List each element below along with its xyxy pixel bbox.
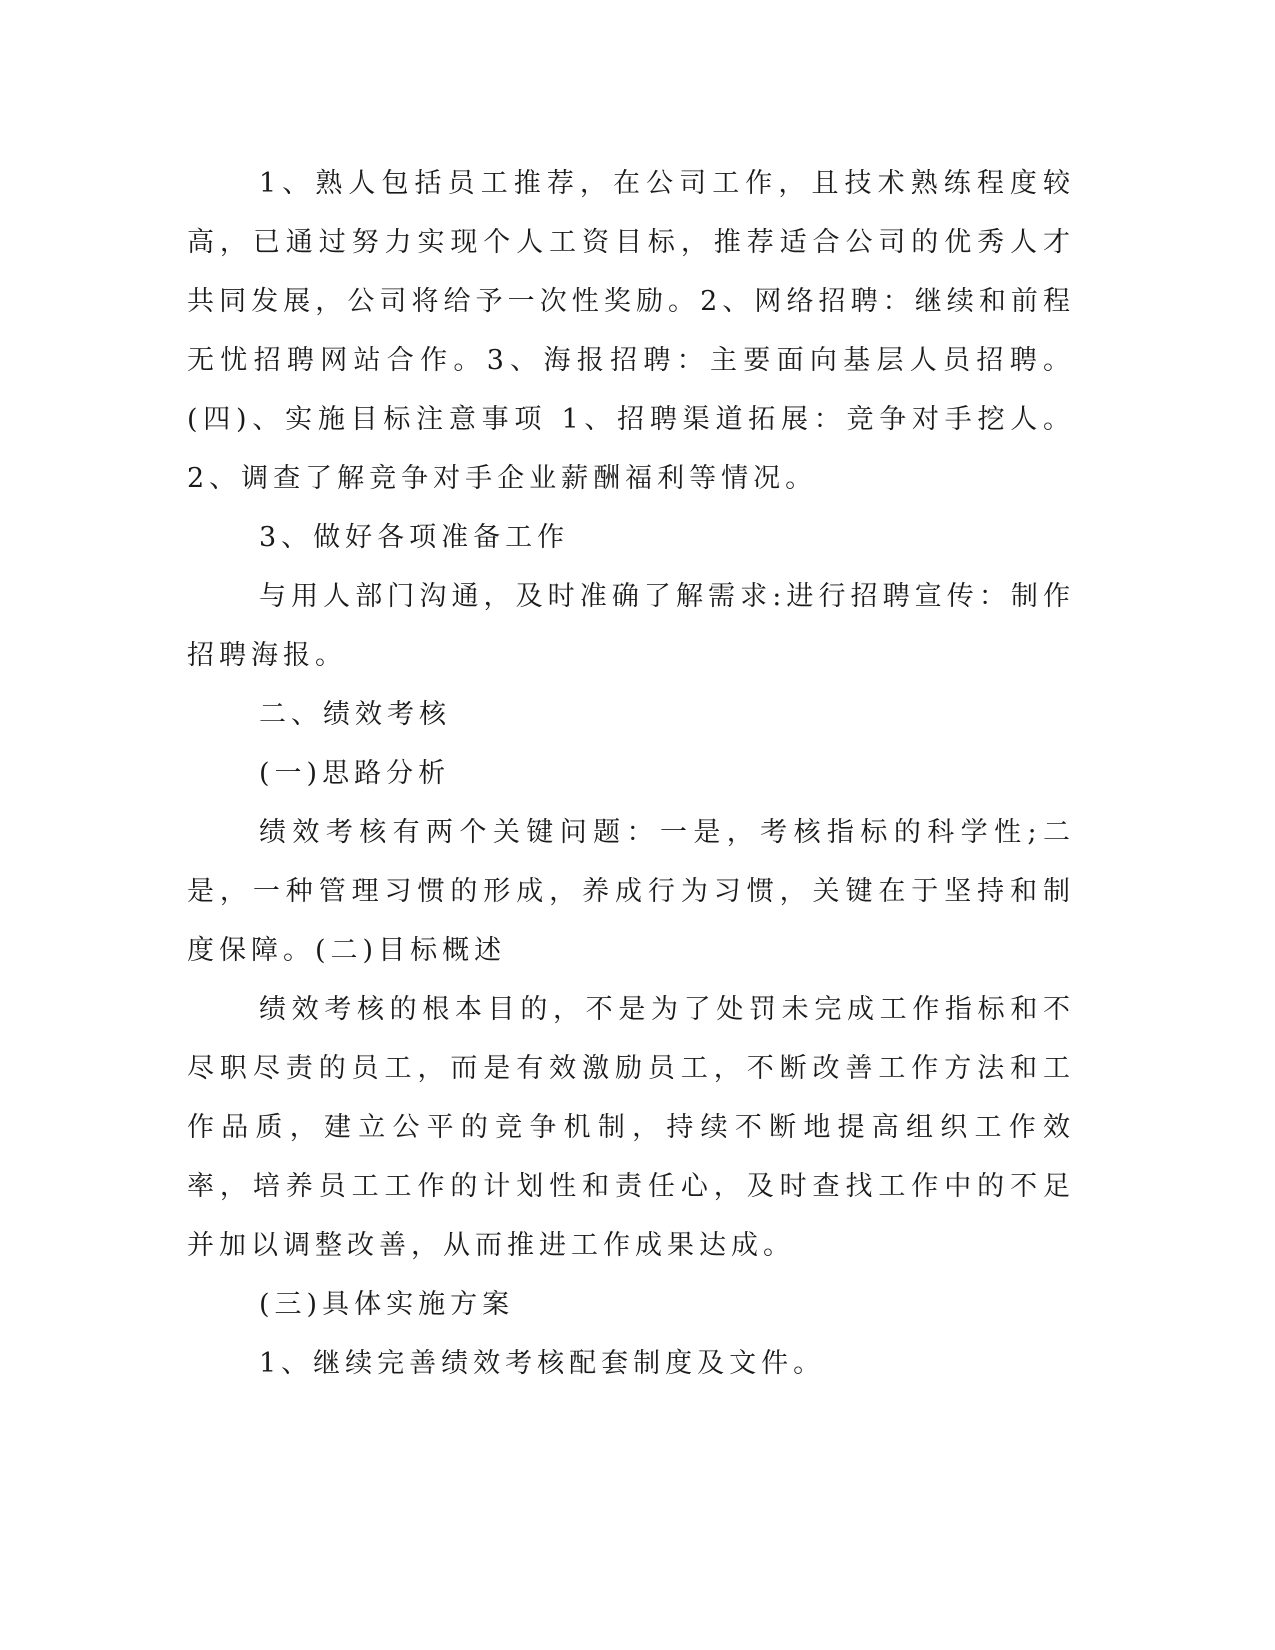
paragraph-preparation-body: 与用人部门沟通，及时准确了解需求:进行招聘宣传：制作招聘海报。 — [187, 581, 1075, 671]
paragraph-objective-body: 绩效考核的根本目的，不是为了处罚未完成工作指标和不尽职尽责的员工，而是有效激励员工，不断改善工作方法和工作品质，建立公平的竞争机制，持续不断地提高组织工作效率，培养员工工作的计划性和责任心，及时查找工作中的不足并加以调整改善，从而推进工作成果达成。 — [187, 994, 1075, 1261]
paragraph-analysis-body: 绩效考核有两个关键问题：一是，考核指标的科学性;二是，一种管理习惯的形成，养成行为习惯，关键在于坚持和制度保障。(二)目标概述 — [187, 817, 1075, 966]
paragraph-implementation-item: 1、继续完善绩效考核配套制度及文件。 — [259, 1348, 826, 1379]
paragraph-preparation-heading: 3、做好各项准备工作 — [259, 522, 570, 553]
document-body — [187, 154, 1075, 1393]
section-heading-performance: 二、绩效考核 — [259, 699, 451, 730]
subheading-implementation: (三)具体实施方案 — [259, 1289, 515, 1320]
paragraph-recruitment-channels: 1、熟人包括员工推荐，在公司工作，且技术熟练程度较高，已通过努力实现个人工资目标，推荐适合公司的优秀人才共同发展，公司将给予一次性奖励。2、网络招聘：继续和前程无忧招聘网站合作。3、海报招聘：主要面向基层人员招聘。(四)、实施目标注意事项 1、招聘渠道拓展：竞争对手挖人。2、调查了解竞争对手企业薪酬福利等情况。 — [187, 168, 1075, 494]
subheading-analysis: (一)思路分析 — [259, 758, 451, 789]
